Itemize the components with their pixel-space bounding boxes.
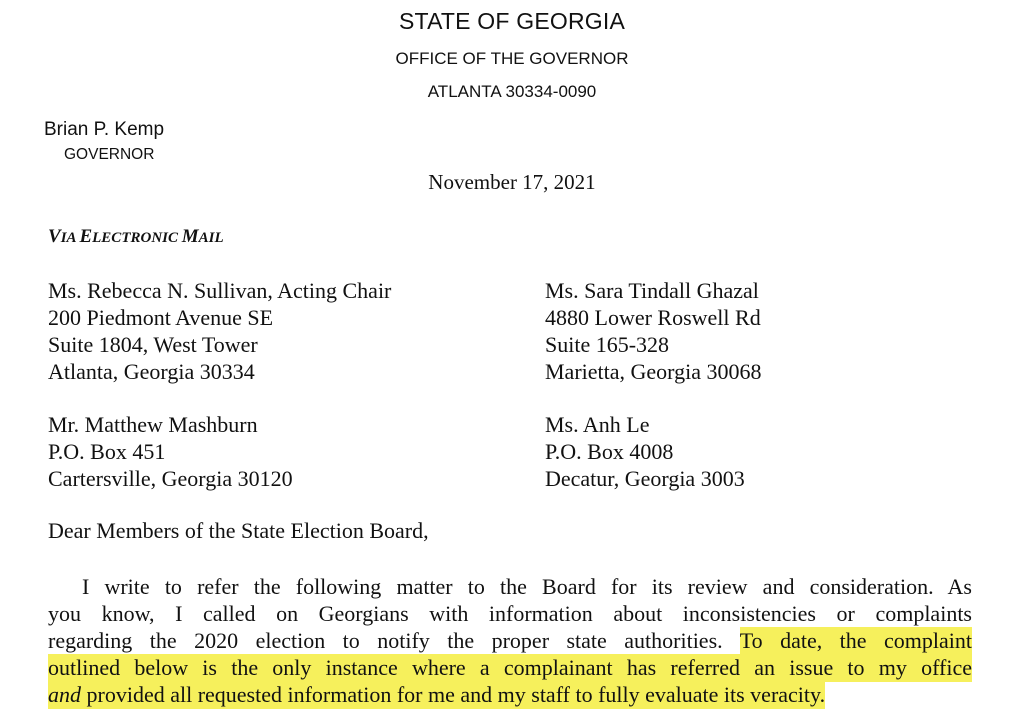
delivery-part: M bbox=[181, 226, 199, 247]
delivery-part: LECTRONIC bbox=[92, 230, 182, 246]
address-line: P.O. Box 4008 bbox=[545, 439, 674, 464]
body-line bbox=[48, 681, 825, 708]
recipient-name: Ms. Anh Le bbox=[545, 412, 650, 437]
letterhead-city: ATLANTA 30334-0090 bbox=[427, 82, 597, 101]
governor-name: Brian P. Kemp bbox=[44, 119, 165, 140]
address-line: Decatur, Georgia 3003 bbox=[545, 466, 745, 491]
emphasis-text: and bbox=[48, 682, 81, 707]
recipient-name: Mr. Matthew Mashburn bbox=[48, 412, 258, 437]
body-line bbox=[48, 654, 972, 681]
recipient-name: Ms. Sara Tindall Ghazal bbox=[545, 278, 759, 303]
highlighted-text: To date, the complaint bbox=[739, 628, 972, 653]
recipient-name: Ms. Rebecca N. Sullivan, Acting Chair bbox=[48, 278, 392, 303]
recipient-address bbox=[48, 277, 391, 385]
address-line: 200 Piedmont Avenue SE bbox=[48, 305, 274, 330]
address-line: Marietta, Georgia 30068 bbox=[545, 359, 762, 384]
address-line: Suite 165-328 bbox=[545, 332, 670, 357]
letter-date: November 17, 2021 bbox=[428, 170, 596, 194]
delivery-part: V bbox=[48, 226, 61, 247]
address-line: Atlanta, Georgia 30334 bbox=[48, 359, 255, 384]
highlighted-text bbox=[48, 682, 825, 707]
highlighted-text: outlined below is the only instance where a complainant has referred an issue to my office bbox=[48, 655, 972, 680]
salutation: Dear Members of the State Election Board, bbox=[48, 518, 429, 543]
highlighted-text-rest: provided all requested information for me and my staff to fully evaluate its veracity. bbox=[81, 682, 826, 707]
delivery-part: AIL bbox=[198, 230, 224, 246]
recipient-address bbox=[48, 411, 293, 492]
address-line: Cartersville, Georgia 30120 bbox=[48, 466, 293, 491]
address-line: P.O. Box 451 bbox=[48, 439, 166, 464]
delivery-part: IA bbox=[60, 230, 80, 246]
letterhead-state: STATE OF GEORGIA bbox=[399, 8, 625, 34]
body-line: I write to refer the following matter to the Board for its review and consideration. As bbox=[82, 574, 972, 599]
body-text: regarding the 2020 election to notify the proper state authorities. bbox=[48, 628, 740, 653]
delivery-part: E bbox=[79, 226, 93, 247]
recipient-address bbox=[545, 411, 745, 492]
recipient-address bbox=[545, 277, 761, 385]
letterhead-office: OFFICE OF THE GOVERNOR bbox=[395, 49, 629, 68]
governor-title: GOVERNOR bbox=[64, 146, 155, 163]
address-line: 4880 Lower Roswell Rd bbox=[545, 305, 761, 330]
body-line: you know, I called on Georgians with information about inconsistencies or complaints bbox=[48, 601, 972, 626]
address-line: Suite 1804, West Tower bbox=[48, 332, 258, 357]
body-line bbox=[48, 627, 972, 654]
delivery-method bbox=[48, 226, 224, 248]
